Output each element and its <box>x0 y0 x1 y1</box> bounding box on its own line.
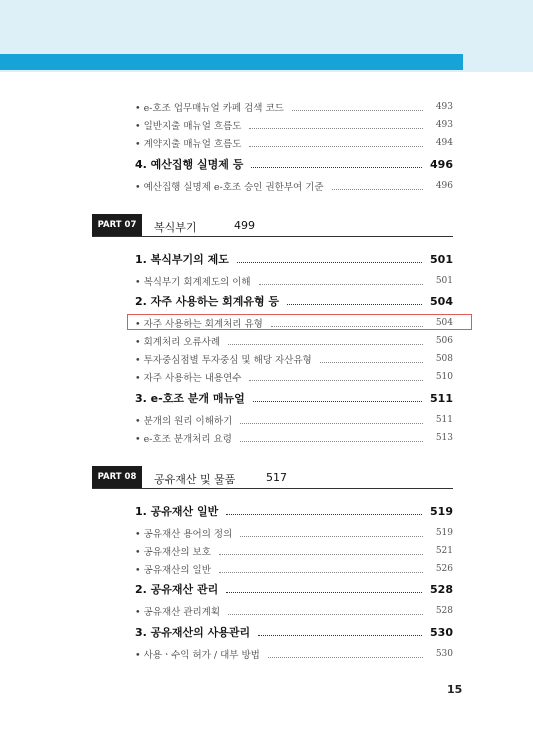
toc-chapter[interactable]: 1. 복식부기의 제도 501 <box>135 252 453 266</box>
leader-dots <box>228 344 423 345</box>
leader-dots <box>240 536 423 537</box>
toc-entry[interactable]: • 분개의 원리 이해하기 511 <box>135 415 453 427</box>
toc-entry[interactable]: • 공유재산 용어의 정의 519 <box>135 528 453 540</box>
leader-dots <box>268 657 423 658</box>
toc-entry[interactable]: • 자주 사용하는 내용연수 510 <box>135 372 453 384</box>
header-accent-bar <box>0 54 463 70</box>
leader-dots <box>249 380 423 381</box>
leader-dots <box>249 146 423 147</box>
toc-entry[interactable]: • 일반지출 매뉴얼 흐름도 493 <box>135 120 453 132</box>
part-07-page: 499 <box>234 219 255 232</box>
leader-dots <box>287 304 422 305</box>
leader-dots <box>258 635 422 636</box>
toc-entry[interactable]: • 공유재산 관리계획 528 <box>135 606 453 618</box>
toc-entry[interactable]: • 복식부기 회계제도의 이해 501 <box>135 276 453 288</box>
leader-dots <box>251 167 422 168</box>
toc-chapter[interactable]: 3. 공유재산의 사용관리 530 <box>135 625 453 639</box>
leader-dots <box>226 514 422 515</box>
highlight-box <box>127 314 472 330</box>
toc-entry[interactable]: • 예산집행 실명제 e-호조 승인 권한부여 기준 496 <box>135 181 453 193</box>
part-07-header <box>92 214 453 237</box>
toc-entry[interactable]: • 사용ㆍ수익 허가 / 대부 방법 530 <box>135 649 453 661</box>
toc-entry[interactable]: • 회계처리 오류사례 506 <box>135 336 453 348</box>
toc-entry[interactable]: • e-호조 분개처리 요령 513 <box>135 433 453 445</box>
part-08-label: PART 08 <box>92 466 142 488</box>
leader-dots <box>253 401 422 402</box>
page-number: 15 <box>447 683 463 696</box>
toc-chapter[interactable]: 4. 예산집행 실명제 등 496 <box>135 157 453 171</box>
leader-dots <box>219 572 423 573</box>
part-08-header <box>92 466 453 489</box>
toc-chapter[interactable]: 1. 공유재산 일반 519 <box>135 504 453 518</box>
leader-dots <box>332 189 423 190</box>
leader-dots <box>320 362 423 363</box>
leader-dots <box>228 614 423 615</box>
leader-dots <box>226 592 422 593</box>
toc-entry[interactable]: • 공유재산의 일반 526 <box>135 564 453 576</box>
leader-dots <box>219 554 423 555</box>
leader-dots <box>249 128 423 129</box>
toc-entry[interactable]: • e-호조 업무매뉴얼 카페 검색 코드 493 <box>135 102 453 114</box>
leader-dots <box>240 423 423 424</box>
part-08-page: 517 <box>266 471 287 484</box>
leader-dots <box>259 284 423 285</box>
leader-dots <box>237 262 422 263</box>
toc-entry[interactable]: • 계약지출 매뉴얼 흐름도 494 <box>135 138 453 150</box>
part-07-title: 복식부기 <box>154 221 197 234</box>
toc-chapter[interactable]: 3. e-호조 분개 매뉴얼 511 <box>135 391 453 405</box>
leader-dots <box>292 110 423 111</box>
part-07-label: PART 07 <box>92 214 142 236</box>
toc-entry[interactable]: • 투자중심점별 투자중심 및 해당 자산유형 508 <box>135 354 453 366</box>
toc-chapter[interactable]: 2. 공유재산 관리 528 <box>135 582 453 596</box>
leader-dots <box>240 441 423 442</box>
toc-entry[interactable]: • 자주 사용하는 회계처리 유형 504 <box>135 318 453 330</box>
toc-entry[interactable]: • 공유재산의 보호 521 <box>135 546 453 558</box>
part-08-title: 공유재산 및 물품 <box>154 473 236 486</box>
toc-chapter[interactable]: 2. 자주 사용하는 회계유형 등 504 <box>135 294 453 308</box>
